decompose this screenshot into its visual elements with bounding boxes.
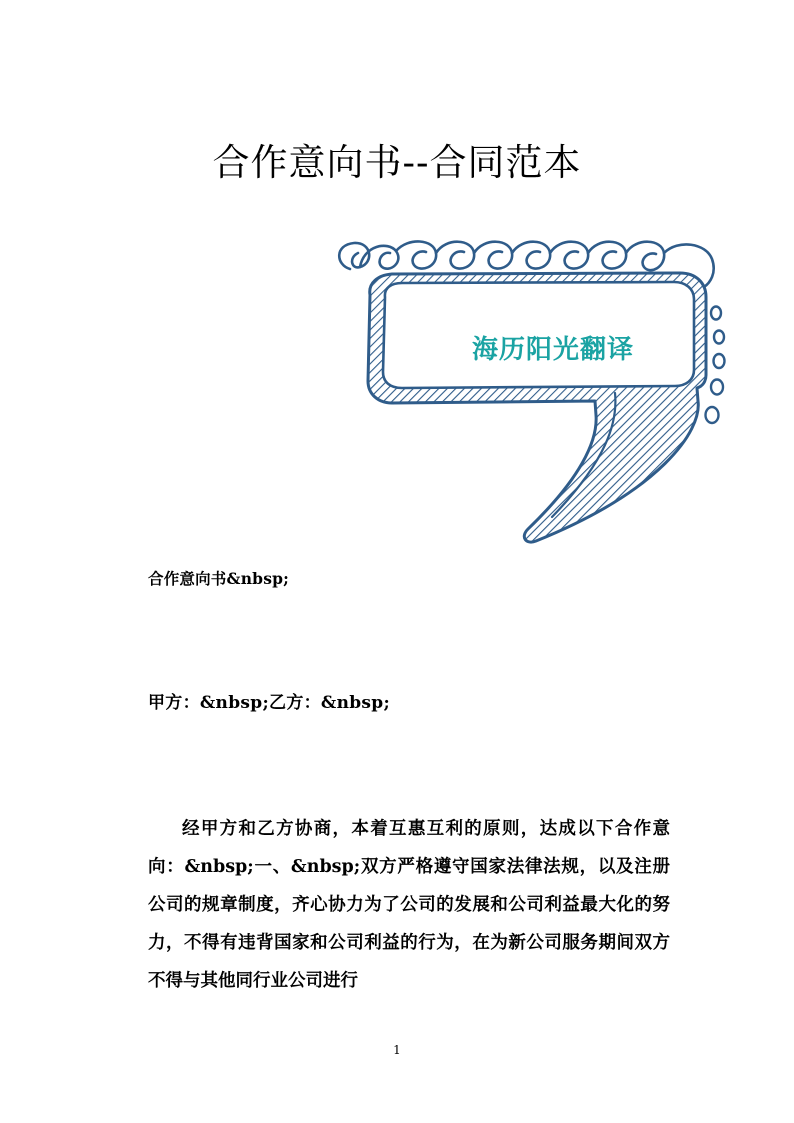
document-paragraph xyxy=(148,810,670,1000)
speech-bubble-figure xyxy=(330,225,750,560)
document-line-2: 甲方：&nbsp;乙方：&nbsp; xyxy=(148,693,391,713)
paragraph-text: 经甲方和乙方协商，本着互惠互利的原则，达成以下合作意向：&nbsp;一、&nbsp;双方严格遵守国家法律法规，以及注册公司的规章制度，齐心协力为了公司的发展和公司利益最大化的努力，不得有违背国家和公司利益的行为，在为新公司服务期间双方不得与其他同行业公司进行 xyxy=(148,819,670,991)
page-title: 合作意向书--合同范本 xyxy=(212,141,582,184)
figure-caption: 海历阳光翻译 xyxy=(471,335,634,365)
document-line-1: 合作意向书&nbsp; xyxy=(148,569,290,588)
page-number: 1 xyxy=(393,1043,401,1057)
